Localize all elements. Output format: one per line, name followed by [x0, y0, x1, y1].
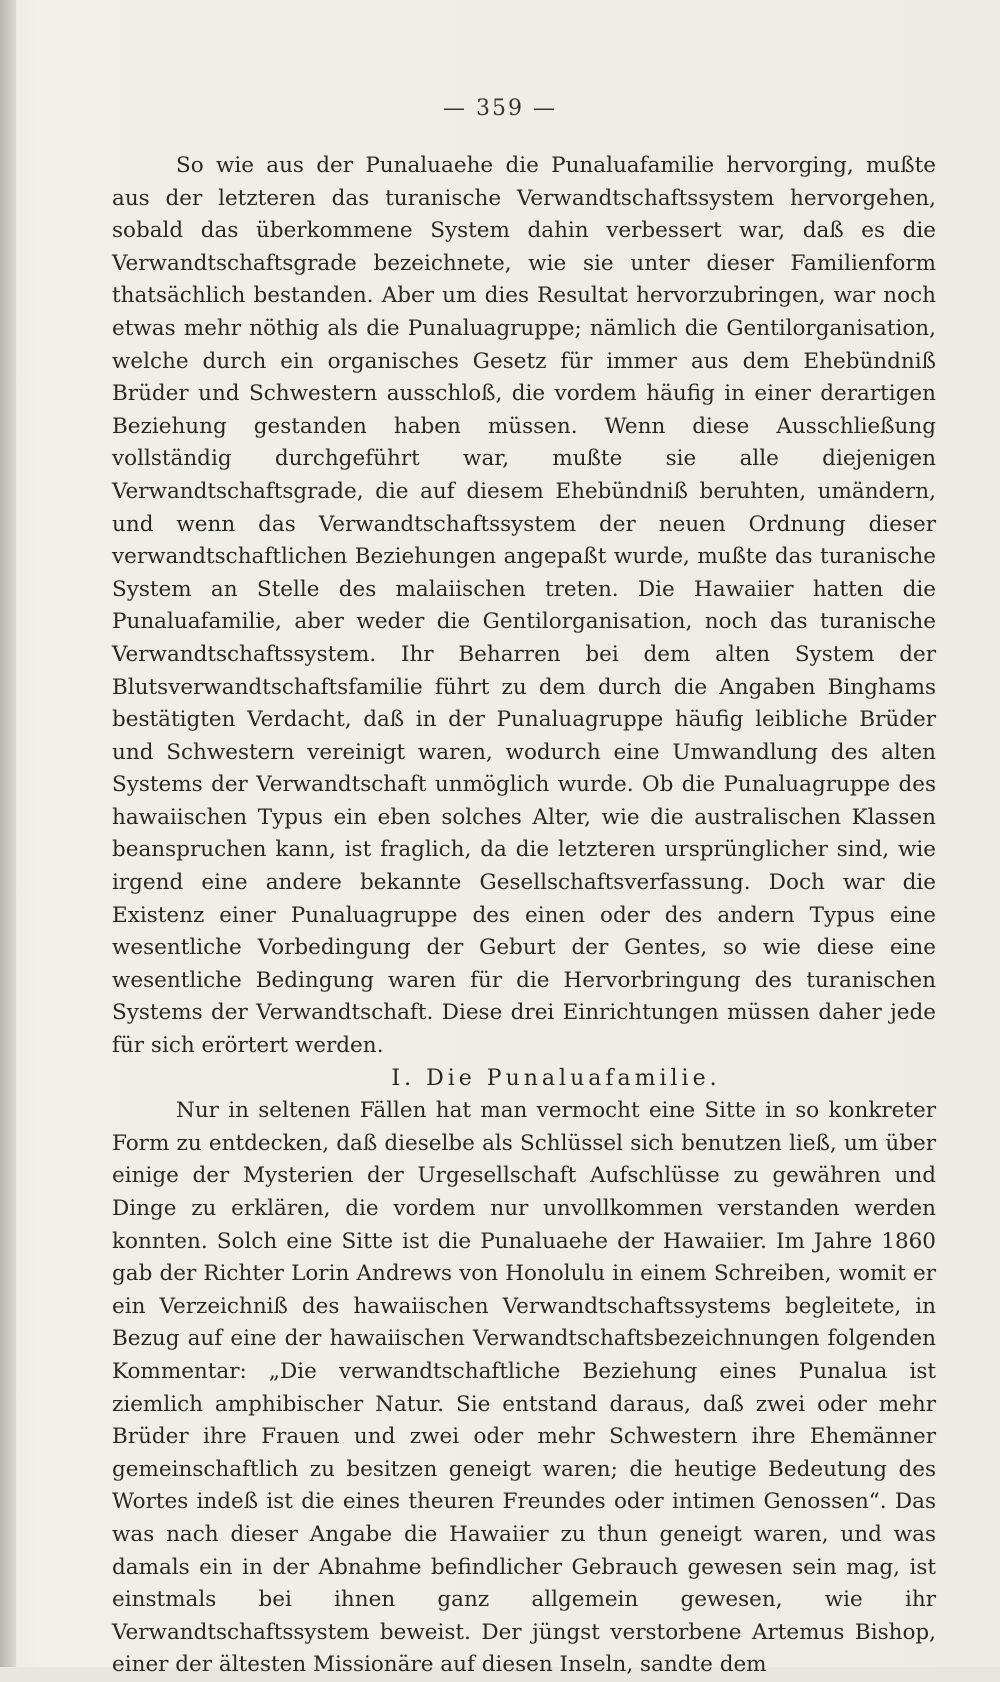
page-spine: [0, 0, 16, 1667]
paragraph: Nur in seltenen Fällen hat man vermocht eine Sitte in so konkreter Form zu entdecken, daß dieselbe als Schlüssel sich benutzen ließ, um über einige der Mysterien der Urgesellschaft Aufschlüsse zu gewähren und Dinge zu erklären, die vordem nur unvollkommen verstanden werden konnten. Solch eine Sitte ist die Punaluaehe der Hawaiier. Im Jahre 1860 gab der Richter Lorin Andrews von Honolulu in einem Schreiben, womit er ein Verzeichniß des hawaiischen Verwandtschaftssystems begleitete, in Bezug auf eine der hawaiischen Verwandtschaftsbezeichnungen folgenden Kommentar: „Die verwandtschaftliche Beziehung eines Punalua ist ziemlich amphibischer Natur. Sie entstand daraus, daß zwei oder mehr Brüder ihre Frauen und zwei oder mehr Schwestern ihre Ehemänner gemeinschaftlich zu besitzen geneigt waren; die heutige Bedeutung des Wortes indeß ist die eines theuren Freundes oder intimen Genossen“. Das was nach dieser Angabe die Hawaiier zu thun geneigt waren, und was damals ein in der Abnahme befindlicher Gebrauch gewesen sein mag, ist einstmals bei ihnen ganz allgemein gewesen, wie ihr Verwandtschaftssystem beweist. Der jüngst verstorbene Artemus Bishop, einer der ältesten Missionäre auf diesen Inseln, sandte dem: [112, 1098, 936, 1678]
paragraph: So wie aus der Punaluaehe die Punaluafamilie hervorging, mußte aus der letzteren das turanische Verwandtschaftssystem hervorgehen, sobald das überkommene System dahin verbessert war, daß es die Verwandtschaftsgrade bezeichnete, wie sie unter dieser Familienform thatsächlich bestanden. Aber um dies Resultat hervorzubringen, war noch etwas mehr nöthig als die Punaluagruppe; nämlich die Gentilorganisation, welche durch ein organisches Gesetz für immer aus dem Ehebündniß Brüder und Schwestern ausschloß, die vordem häufig in einer derartigen Beziehung gestanden haben müssen. Wenn diese Ausschließung vollständig durchgeführt war, mußte sie alle diejenigen Verwandtschaftsgrade, die auf diesem Ehebündniß beruhten, umändern, und wenn das Verwandtschaftssystem der neuen Ordnung dieser verwandtschaftlichen Beziehungen angepaßt wurde, mußte das turanische System an Stelle des malaiischen treten. Die Hawaiier hatten die Punaluafamilie, aber weder die Gentilorganisation, noch das turanische Verwandtschaftssystem. Ihr Beharren bei dem alten System der Blutsverwandtschaftsfamilie führt zu dem durch die Angaben Binghams bestätigten Verdacht, daß in der Punaluagruppe häufig leibliche Brüder und Schwestern vereinigt waren, wodurch eine Umwandlung des alten Systems der Verwandtschaft unmöglich wurde. Ob die Punaluagruppe des hawaiischen Typus ein eben solches Alter, wie die australischen Klassen beanspruchen kann, ist fraglich, da die letzteren ursprünglicher sind, wie irgend eine andere bekannte Gesellschaftsverfassung. Doch war die Existenz einer Punaluagruppe des einen oder des andern Typus eine wesentliche Vorbedingung der Geburt der Gentes, so wie diese eine wesentliche Bedingung waren für die Hervorbringung des turanischen Systems der Verwandtschaft. Diese drei Einrichtungen müssen daher jede für sich erörtert werden.: [112, 153, 936, 1059]
page-number: — 359 —: [443, 96, 557, 121]
section-heading: I. Die Punaluafamilie.: [391, 1065, 721, 1091]
body-text: [112, 150, 936, 1682]
